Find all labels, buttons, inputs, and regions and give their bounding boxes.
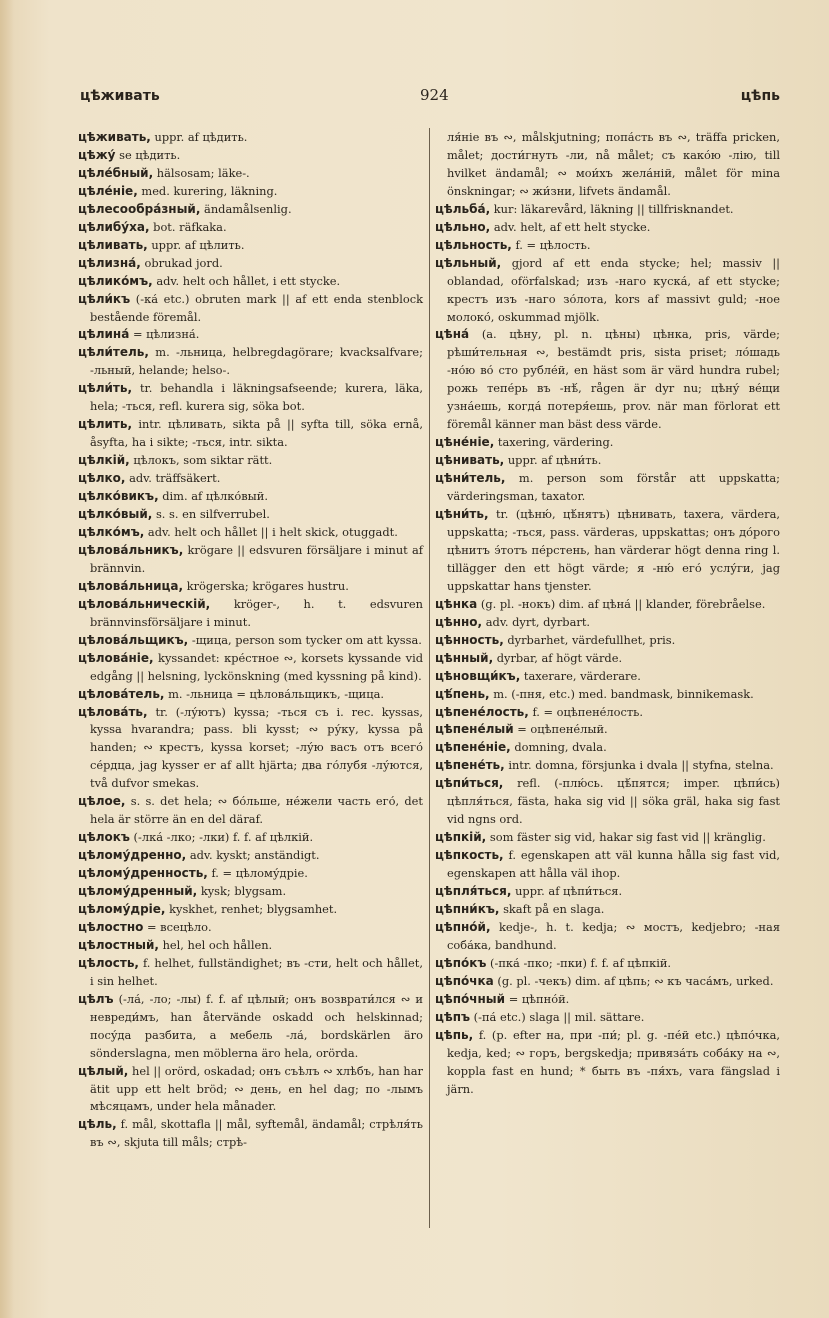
entry-headword: цѣлостный, [78,937,159,952]
dictionary-entry [435,650,780,668]
page-header [80,88,780,112]
dictionary-entry [78,955,423,991]
dictionary-entry [78,165,423,183]
dictionary-entry [78,129,423,147]
page-number: 924 [420,86,449,104]
dictionary-entry [78,847,423,865]
entry-headword: цѣльность, [435,237,512,252]
entry-definition: hälsosam; läke-. [156,165,250,180]
entry-headword: цѣнный, [435,650,494,665]
entry-definition: adv. träffsäkert. [129,471,221,486]
entry-headword: цѣлое, [78,794,126,809]
dictionary-entry [435,973,780,991]
entry-definition: = всецѣло. [147,919,212,934]
entry-headword: цѣле́бный, [78,165,154,180]
entry-headword: цѣлому́дріе, [78,901,166,916]
entry-definition: f. = цѣлому́дріе. [211,866,308,881]
dictionary-entry [78,883,423,901]
dictionary-entry [78,632,423,650]
entry-definition: tr. behandla i läkningsafseende; kurera, läka, hela; -ться, refl. kurera sig, söka bot. [90,381,424,414]
dictionary-entry [435,739,780,757]
entry-headword: цѣли́ть, [78,381,133,396]
entry-definition: f. mål, skottafla || mål, syftemål, ändamål; стрѣля́ть въ ∾, skjuta till måls; стрѣ- [90,1117,423,1150]
entry-definition: hel || orörd, oskadad; онъ съѣлъ ∾ хлѣбъ, han har ätit upp ett helt bröd; ∾ день, en hel dag; по -лымъ мѣсяцамъ, under hela månader. [90,1063,423,1114]
dictionary-entry [78,219,423,237]
entry-headword: цѣжу́ [78,147,116,162]
entry-definition: som fäster sig vid, hakar sig fast vid || kränglig. [489,830,766,845]
entry-headword: цѣлина́ [78,327,130,342]
dictionary-entry [435,506,780,596]
entry-headword: цѣнивать, [435,453,505,468]
entry-headword: цѣпене́лость, [435,704,529,719]
entry-definition: (a. цѣну, pl. n. цѣны) цѣнка, pris, värde; рѣши́тельная ∾, bestämdt pris, sista priset; ло́шадь -но́ю во́ сто рубле́й, en häst som är värd hundra rubel; рожь тепе́рь въ -нѣ́, rågen är dyr nu; цѣну́ ве́щи узна́ешь, когда́ потеря́ешь, prov. när man förlorat ett föremål känner man bäst dess värde. [447,327,781,432]
entry-headword: цѣлить, [78,417,133,432]
dictionary-entry [435,721,780,739]
entry-definition: m. person som förstår att uppskatta; värderingsman, taxator. [447,471,780,504]
dictionary-entry [78,255,423,273]
dictionary-entry [78,452,423,470]
entry-headword: цѣлова́льщикъ, [78,632,189,647]
entry-definition: = цѣпно́й. [508,991,570,1006]
dictionary-entry [78,344,423,380]
dictionary-entry [78,147,423,165]
entry-headword: цѣлова́льникъ, [78,542,184,557]
entry-definition: adv. dyrt, dyrbart. [485,614,591,629]
entry-definition: f. = цѣлость. [515,237,591,252]
dictionary-entry [78,524,423,542]
dictionary-entry [78,704,423,794]
entry-headword: цѣлико́мъ, [78,273,153,288]
entry-definition: adv. helt och hållet, i ett stycke. [156,273,341,288]
left-column [78,129,423,1152]
dictionary-entry [78,686,423,704]
dictionary-entry [435,955,780,973]
entry-definition: domning, dvala. [514,740,607,755]
entry-headword: цѣни́ть, [435,507,489,522]
dictionary-entry [78,183,423,201]
entry-headword: цѣлова́ть, [78,704,148,719]
dictionary-entry [78,901,423,919]
dictionary-entry [435,883,780,901]
entry-definition: tr. (цѣню́, цѣ́нятъ) цѣнивать, taxera, värdera, uppskatta; -ться, pass. värderas, uppskattas; онъ до́рого цѣнитъ э́тотъ пе́рстень, han värderar högt denna ring l. tillägger den ett högt värde; я -ню́ его́ услу́ги, jag uppskattar hans tjenster. [447,507,780,593]
entry-definition: (-ла́, -ло; -лы) f. f. af цѣлый; онъ возврати́лся ∾ и невреди́мъ, han återvände oskadd och helskinnad; посу́да разбита, а мебель -ла́, bordskärlen äro sönderslagna, men möblerna äro hela, orörda. [90,991,423,1060]
entry-headword: цѣпене́ніе, [435,740,511,755]
entry-headword: цѣливать, [78,237,148,252]
entry-headword: цѣлъ [78,991,114,1006]
dictionary-entry [435,434,780,452]
entry-headword: цѣновщи́къ, [435,668,521,683]
entry-definition: kur: läkarevård, läkning || tillfrisknandet. [493,201,734,216]
entry-headword: цѣпкій, [435,830,487,845]
dictionary-entry [78,829,423,847]
dictionary-entry [435,614,780,632]
dictionary-entry [435,919,780,955]
entry-definition: dim. af цѣлко́вый. [162,489,268,504]
entry-headword: цѣлко́вый, [78,507,153,522]
entry-headword: цѣльный, [435,255,502,270]
entry-headword: цѣне́ніе, [435,435,495,450]
entry-definition: dyrbar, af högt värde. [496,650,623,665]
dictionary-entry [435,219,780,237]
entry-definition: ля́ніе въ ∾, målskjutning; попа́сть въ ∾, träffa pricken, målet; дости́гнуть -ли, nå målet; съ како́ю -лію, till hvilket ändamål; ∾ мои́хъ жела́ній, målet för mina önskningar; ∾ жи́зни, lifvets ändamål. [447,130,780,198]
entry-headword: цѣ́пень, [435,686,490,701]
dictionary-entry [78,380,423,416]
entry-headword: цѣлокъ [78,830,130,845]
dictionary-entry [435,255,780,327]
entry-headword: цѣживать, [78,130,151,144]
entry-headword: цѣлова́тель, [78,686,165,701]
entry-definition: (-ка́ etc.) obruten mark || af ett enda stenblock bestående föremål. [90,291,423,324]
dictionary-entry [78,416,423,452]
entry-definition: ändamålsenlig. [204,201,292,216]
dictionary-entry [78,273,423,291]
entry-definition: krögare || edsvuren försäljare i minut af brännvin. [90,542,424,575]
dictionary-entry [435,668,780,686]
entry-headword: цѣлова́ніе, [78,650,154,665]
entry-definition: kedje-, h. t. kedja; ∾ мостъ, kedjebro; -ная соба́ка, bandhund. [447,919,781,952]
entry-headword: цѣле́ніе, [78,183,138,198]
entry-headword: цѣпене́лый [435,722,514,737]
dictionary-entry [435,757,780,775]
entry-headword: цѣпи́ться, [435,776,504,791]
entry-definition: = оцѣпене́лый. [517,722,608,737]
dictionary-entry [435,829,780,847]
entry-definition: dyrbarhet, värdefullhet, pris. [507,632,676,647]
entry-definition: taxering, värdering. [497,435,614,450]
dictionary-entry [435,470,780,506]
right-column [435,129,780,1098]
entry-definition: krögerska; krögares hustru. [186,578,349,593]
entry-headword: цѣни́тель, [435,471,506,486]
entry-headword: цѣлостно [78,919,144,934]
dictionary-entry [78,991,423,1063]
dictionary-entry [78,1063,423,1117]
entry-headword: цѣпь, [435,1027,474,1042]
dictionary-entry [78,650,423,686]
dictionary-entry [78,506,423,524]
entry-definition: kröger-, h. t. edsvuren brännvinsförsäljare i minut. [90,596,424,629]
entry-headword: цѣльба́, [435,201,491,216]
dictionary-entry [435,775,780,829]
entry-headword: цѣнность, [435,632,504,647]
dictionary-entry [78,201,423,219]
entry-definition: tr. (-лу́ютъ) kyssa; -ться съ i. rec. kyssas, kyssa hvarandra; pass. bli kysst; ∾ ру́ку, kyssa på handen; ∾ крестъ, kyssa korset; -лу́ю васъ отъ всего́ се́рдца, jag kysser er af allt hjärta; два го́лубя -лу́ются, två dufvor smekas. [90,704,423,791]
entry-definition: adv. helt och hållet || i helt skick, otuggadt. [147,524,398,539]
dictionary-entry [78,919,423,937]
entry-definition: (g. pl. -чекъ) dim. af цѣпь; ∾ къ часа́мъ, urked. [497,973,774,988]
dictionary-entry [78,470,423,488]
entry-definition: (g. pl. -нокъ) dim. af цѣна́ || klander, förebråelse. [480,596,766,611]
entry-definition: med. kurering, läkning. [141,183,278,198]
entry-definition: adv. kyskt; anständigt. [189,848,320,863]
dictionary-entry [78,596,423,632]
dictionary-entry [435,596,780,614]
dictionary-entry [78,937,423,955]
dictionary-entry [78,542,423,578]
dictionary-entry [435,1009,780,1027]
entry-definition: kyssandet: кре́стное ∾, korsets kyssande vid edgång || helsning, lyckönskning (med kyssning på kind). [90,650,423,683]
entry-definition: intr. цѣливать, sikta på || syfta till, söka ernå, åsyfta, ha i sikte; -ться, intr. sikta. [90,417,424,450]
entry-definition: skaft på en slaga. [503,901,605,916]
entry-headword: цѣлко́викъ, [78,489,159,504]
page-fold-shadow [0,0,14,1318]
entry-definition: m. -льница = цѣлова́льщикъ, -щица. [168,686,385,701]
entry-headword: цѣпъ [435,1009,471,1024]
dictionary-entry [78,578,423,596]
column-divider [429,128,430,1228]
right-running-headword: цѣпь [740,88,780,104]
entry-headword: цѣль, [78,1117,117,1132]
entry-definition: s. s. det hela; ∾ бо́льше, не́жели часть его́, det hela är större än en del däraf. [90,794,423,827]
entry-definition: gjord af ett enda stycke; hel; massiv || oblandad, oförfalskad; изъ -наго куска́, af ett stycke; крестъ изъ -наго зо́лота, kors af massivt guld; -ное молоко́, oskummad mjölk. [447,255,780,324]
dictionary-entry [78,1116,423,1152]
entry-headword: цѣлко, [78,471,126,486]
entry-headword: цѣнка [435,596,478,611]
entry-definition: uppr. af цѣлить. [151,237,245,252]
entry-definition: m. (-пня, etc.) med. bandmask, binnikemask. [493,686,754,701]
entry-headword: цѣпно́й, [435,919,491,934]
dictionary-entry [435,326,780,434]
dictionary-entry [78,488,423,506]
dictionary-entry [435,201,780,219]
entry-definition: f. (p. efter на, при -пи́; pl. g. -пе́й etc.) цѣпо́чка, kedja, ked; ∾ горъ, bergskedja; привяза́ть соба́ку на ∾, koppla fast en hund; * быть въ -пя́хъ, vara fängslad i järn. [447,1027,780,1096]
entry-definition: intr. domna, försjunka i dvala || styfna, stelna. [508,758,774,773]
entry-headword: цѣпене́ть, [435,758,505,773]
entry-headword: цѣлому́дренность, [78,866,208,881]
entry-headword: цѣлова́льница, [78,578,184,593]
entry-definition: hel, hel och hållen. [162,937,273,952]
entry-definition: uppr. af цѣпи́ться. [515,884,623,899]
entry-headword: цѣлость, [78,955,139,970]
entry-headword: цѣпо́чный [435,991,506,1006]
entry-definition: (-пка́ -пко; -пки) f. f. af цѣпкій. [490,955,672,970]
dictionary-entry [435,847,780,883]
dictionary-entry [78,793,423,829]
entry-headword: цѣлому́дренно, [78,848,187,863]
entry-headword: цѣльно, [435,219,491,234]
entry-headword: цѣлесообра́зный, [78,201,201,216]
entry-headword: цѣлкій, [78,453,130,468]
entry-headword: цѣлизна́, [78,255,141,270]
entry-definition: kyskhet, renhet; blygsamhet. [169,901,338,916]
entry-definition: -щица, person som tycker om att kyssa. [191,632,422,647]
entry-definition: цѣлокъ, som siktar rätt. [133,453,273,468]
entry-definition: obrukad jord. [144,255,223,270]
dictionary-entry [78,237,423,255]
entry-headword: цѣпля́ться, [435,884,512,899]
entry-definition: uppr. af цѣдить. [154,130,248,144]
dictionary-entry [435,237,780,255]
entry-definition: se цѣдить. [119,147,181,162]
dictionary-entry [435,901,780,919]
entry-definition: f. egenskapen att väl kunna hålla sig fast vid, egenskapen att hålla väl ihop. [447,848,780,881]
dictionary-entry [78,291,423,327]
dictionary-entry [78,326,423,344]
entry-headword: цѣлый, [78,1063,129,1078]
entry-definition: adv. helt, af ett helt stycke. [493,219,651,234]
dictionary-entry [435,129,780,201]
entry-definition: s. s. en silfverrubel. [155,507,270,522]
entry-definition: m. -льница, helbregdagörare; kvacksalfvare; -льный, helande; helso-. [90,345,423,378]
entry-definition: f. = оцѣпене́лость. [532,704,643,719]
entry-definition: taxerare, värderare. [523,668,641,683]
entry-headword: цѣлко́мъ, [78,524,145,539]
entry-headword: цѣнно, [435,614,483,629]
entry-headword: цѣлова́льническій, [78,596,211,611]
entry-definition: refl. (-плю́сь. цѣ́пятся; imper. цѣпи́сь) цѣпля́ться, fästa, haka sig vid || söka gräl, haka sig fast vid ngns ord. [447,776,780,827]
left-running-headword: цѣживать [80,88,160,104]
entry-definition: = цѣлизна́. [132,327,200,342]
dictionary-entry [435,632,780,650]
entry-definition: (-па́ etc.) slaga || mil. sättare. [473,1009,645,1024]
entry-headword: цѣли́къ [78,291,131,306]
entry-headword: цѣпкость, [435,848,504,863]
entry-definition: (-лка́ -лко; -лки) f. f. af цѣлкій. [133,830,314,845]
dictionary-entry [435,1027,780,1099]
entry-definition: kysk; blygsam. [200,884,287,899]
entry-definition: bot. räfkaka. [153,219,227,234]
entry-headword: цѣлибу́ха, [78,219,150,234]
entry-definition: f. helhet, fullständighet; въ -сти, helt och hållet, i sin helhet. [90,955,423,988]
dictionary-entry [78,865,423,883]
entry-headword: цѣпни́къ, [435,901,500,916]
entry-headword: цѣпо́къ [435,955,487,970]
dictionary-entry [435,991,780,1009]
entry-headword: цѣпо́чка [435,973,494,988]
dictionary-entry [435,704,780,722]
entry-headword: цѣли́тель, [78,345,149,360]
entry-headword: цѣлому́дренный, [78,884,198,899]
entry-definition: uppr. af цѣни́ть. [507,453,602,468]
dictionary-entry [435,686,780,704]
dictionary-entry [435,452,780,470]
entry-headword: цѣна́ [435,327,470,342]
